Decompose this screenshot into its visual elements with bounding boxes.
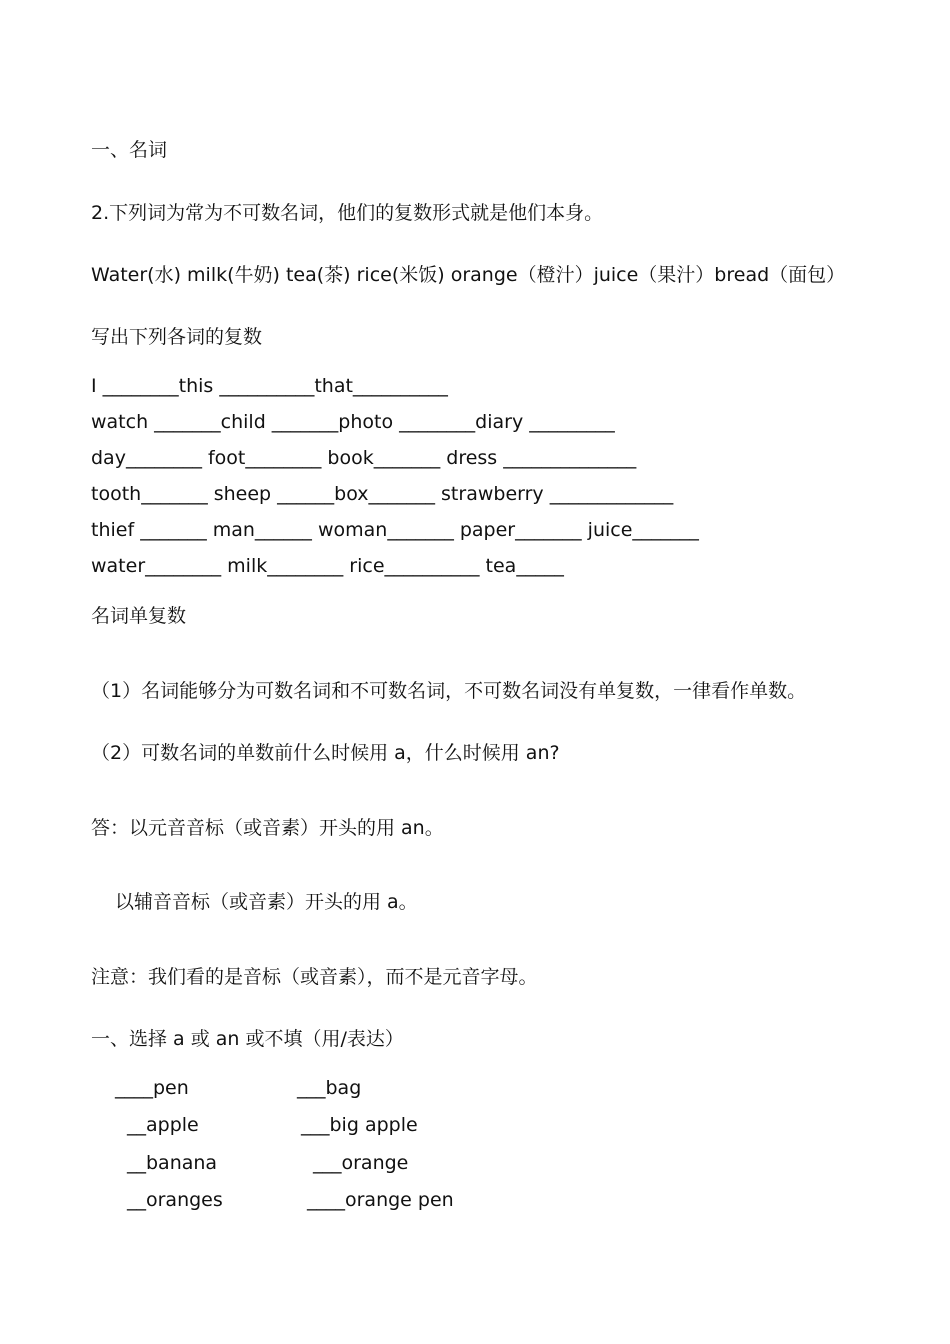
answer-1: 答：以元音音标（或音素）开头的用 an。 bbox=[91, 817, 444, 839]
uncountable-words: Water(水) milk(牛奶) tea(茶) rice(米饭) orange（橙汁）juice（果汁）bread（面包） bbox=[91, 264, 846, 286]
note: 注意：我们看的是音标（或音素），而不是元音字母。 bbox=[91, 966, 538, 988]
plural-row: water________ milk________ rice__________ tea_____ bbox=[91, 555, 564, 577]
number-heading: 名词单复数 bbox=[91, 605, 187, 627]
plural-row: I ________this __________that__________ bbox=[91, 375, 448, 397]
plural-row: tooth_______ sheep ______box_______ strawberry _____________ bbox=[91, 483, 674, 505]
section-title: 一、名词 bbox=[91, 139, 168, 161]
exercise-item-right: ___orange bbox=[313, 1152, 409, 1174]
exercise-item-right: ___bag bbox=[297, 1077, 362, 1099]
exercise-item-left: __apple bbox=[127, 1114, 199, 1136]
exercise-item-left: ____pen bbox=[115, 1077, 189, 1099]
exercise-heading: 一、选择 a 或 an 或不填（用/表达） bbox=[91, 1028, 404, 1050]
plural-heading: 写出下列各词的复数 bbox=[91, 326, 263, 348]
exercise-item-right: ___big apple bbox=[301, 1114, 418, 1136]
plural-row: watch _______child _______photo ________diary _________ bbox=[91, 411, 615, 433]
plural-row: day________ foot________ book_______ dress ______________ bbox=[91, 447, 637, 469]
exercise-item-right: ____orange pen bbox=[307, 1189, 454, 1211]
exercise-item-left: __oranges bbox=[127, 1189, 223, 1211]
rule-1: （1）名词能够分为可数名词和不可数名词，不可数名词没有单复数，一律看作单数。 bbox=[91, 680, 807, 702]
uncountable-heading: 2.下列词为常为不可数名词，他们的复数形式就是他们本身。 bbox=[91, 202, 604, 224]
answer-2: 以辅音音标（或音素）开头的用 a。 bbox=[115, 891, 418, 913]
plural-row: thief _______ man______ woman_______ paper_______ juice_______ bbox=[91, 519, 699, 541]
rule-2: （2）可数名词的单数前什么时候用 a，什么时候用 an? bbox=[91, 742, 560, 764]
exercise-item-left: __banana bbox=[127, 1152, 218, 1174]
